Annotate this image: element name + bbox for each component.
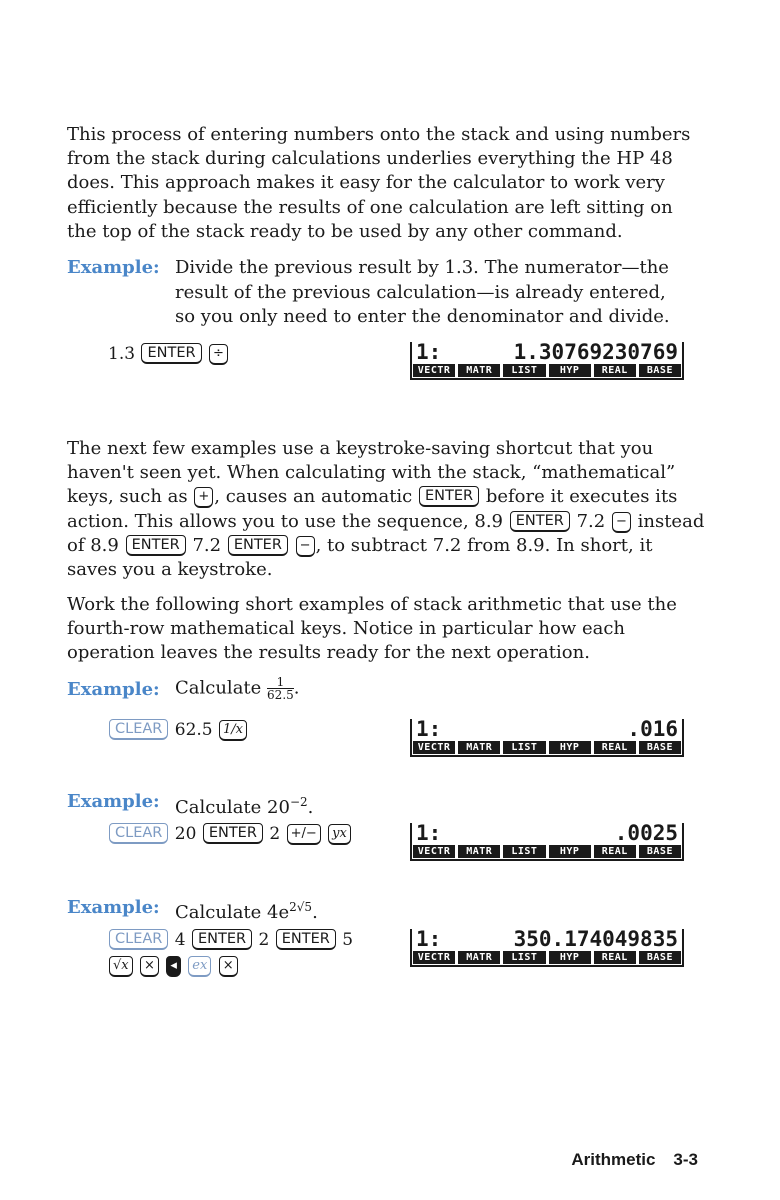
text-run: instead of 8.9 (67, 510, 705, 556)
enter-key: ENTER (141, 343, 201, 364)
menu-label: MATR (458, 845, 500, 858)
menu-label: BASE (639, 741, 681, 754)
number-entry: 20 (174, 824, 197, 844)
number-entry: 62.5 (174, 720, 213, 740)
multiply-key: × (140, 956, 159, 977)
exponent: −2 (289, 795, 308, 809)
example-label: Example: (67, 897, 160, 918)
inverse-key (219, 720, 247, 741)
menu-label: LIST (503, 364, 545, 377)
intro-paragraph: This process of entering numbers onto the stack and using numbers from the stack during calculations underlies everything the HP 48 does. This approach makes it easy for the calculator to work very efficiently because the results of one calculation are left sitting on the top of the stack ready to be used by any other command. (67, 124, 691, 242)
example1-keystrokes (108, 340, 229, 368)
enter-key: ENTER (203, 823, 263, 844)
key-label: 1/x (223, 722, 244, 737)
calculator-display (410, 929, 684, 967)
display-value: .0025 (614, 821, 678, 845)
minus-key: − (612, 512, 631, 533)
example-label: Example: (67, 257, 160, 278)
key-label: ex (192, 958, 208, 973)
enter-key: ENTER (126, 535, 186, 556)
text-run: 7.2 (576, 510, 606, 532)
menu-label: LIST (503, 951, 545, 964)
clear-key: CLEAR (109, 929, 168, 950)
divide-key: ÷ (209, 344, 228, 365)
page-footer (571, 1150, 698, 1170)
menu-label: VECTR (413, 364, 455, 377)
number-entry: 2 (258, 930, 270, 950)
menu-label: REAL (594, 845, 636, 858)
example1-text: Divide the previous result by 1.3. The numerator—the result of the previous calculation—is already entered, so you only need to enter the denominator and divide. (175, 257, 670, 327)
enter-key: ENTER (419, 486, 479, 507)
clear-key: CLEAR (109, 719, 168, 740)
menu-label: BASE (639, 364, 681, 377)
enter-key: ENTER (192, 929, 252, 950)
display-value: 350.174049835 (513, 927, 678, 951)
example2-text: Calculate $\frac{1}{62.5}$ . (175, 675, 300, 702)
minus-key: − (296, 536, 315, 557)
section-name: Arithmetic (571, 1150, 656, 1169)
menu-label: LIST (503, 845, 545, 858)
menu-label: VECTR (413, 951, 455, 964)
plus-key: + (194, 487, 213, 508)
text-run: Calculate 4e (175, 902, 290, 923)
stack-level: 1: (416, 821, 442, 845)
sqrt-key (109, 956, 133, 977)
display-value: .016 (627, 717, 678, 741)
menu-label: REAL (594, 741, 636, 754)
fraction-denominator: 62.5 (267, 688, 294, 702)
text-run: before it executes its action. This allows you to use the sequence, 8.9 (67, 486, 678, 532)
enter-key: ENTER (276, 929, 336, 950)
example3-keystrokes (108, 820, 352, 848)
menu-label: LIST (503, 741, 545, 754)
menu-label: REAL (594, 951, 636, 964)
enter-key: ENTER (228, 535, 288, 556)
menu-label: HYP (549, 845, 591, 858)
menu-label: MATR (458, 364, 500, 377)
number-entry: 4 (174, 930, 186, 950)
key-label: √x (113, 958, 129, 973)
menu-label: HYP (549, 951, 591, 964)
shortcut-paragraph (67, 437, 707, 582)
menu-label: HYP (549, 741, 591, 754)
example3-text: Calculate $20^{-2}$. (175, 795, 314, 818)
fraction (267, 676, 294, 701)
menu-label: HYP (549, 364, 591, 377)
fraction-numerator: 1 (267, 676, 294, 689)
text-run: Calculate 20 (175, 797, 290, 818)
exponent: 2√5 (289, 900, 313, 914)
clear-key: CLEAR (109, 823, 168, 844)
menu-label: BASE (639, 951, 681, 964)
number-entry: 2 (269, 824, 281, 844)
example-label: Example: (67, 679, 160, 700)
change-sign-key: +/− (287, 824, 321, 845)
menu-label: VECTR (413, 845, 455, 858)
menu-bar (413, 845, 681, 858)
calculator-display (410, 342, 684, 380)
exp-key (188, 956, 211, 977)
text-run: 7.2 (192, 534, 222, 556)
example2-keystrokes (108, 716, 248, 744)
menu-bar (413, 364, 681, 377)
number-entry: 1.3 (108, 344, 136, 364)
menu-label: REAL (594, 364, 636, 377)
menu-label: VECTR (413, 741, 455, 754)
left-shift-key: ◂ (166, 956, 181, 977)
number-entry: 5 (342, 930, 354, 950)
example4-keystrokes-line2 (108, 952, 239, 980)
multiply-key: × (219, 956, 238, 977)
stack-level: 1: (416, 717, 442, 741)
example4-text: Calculate $4e^{2√5}$. (175, 900, 318, 923)
example4-keystrokes-line1 (108, 926, 353, 954)
example-label: Example: (67, 791, 160, 812)
calculator-display (410, 719, 684, 757)
menu-label: BASE (639, 845, 681, 858)
menu-bar (413, 741, 681, 754)
menu-label: MATR (458, 741, 500, 754)
key-label: yx (332, 826, 347, 841)
page-number: 3-3 (673, 1150, 698, 1169)
text-run: The next few examples use a keystroke-saving shortcut that you haven't seen yet. When calculating with the stack, “mathematical” keys, such as (67, 438, 676, 508)
stack-level: 1: (416, 340, 442, 364)
menu-bar (413, 951, 681, 964)
display-value: 1.30769230769 (513, 340, 678, 364)
calculator-display (410, 823, 684, 861)
menu-label: MATR (458, 951, 500, 964)
power-key (328, 824, 351, 845)
work-paragraph: Work the following short examples of stack arithmetic that use the fourth-row mathematical keys. Notice in particular how each operation leaves the results ready for the next operation. (67, 594, 677, 664)
text-run: , causes an automatic (214, 486, 413, 508)
text-run: Calculate (175, 677, 262, 699)
text-run: , to subtract 7.2 from 8.9. In short, it saves you a keystroke. (67, 534, 653, 581)
stack-level: 1: (416, 927, 442, 951)
enter-key: ENTER (510, 511, 570, 532)
